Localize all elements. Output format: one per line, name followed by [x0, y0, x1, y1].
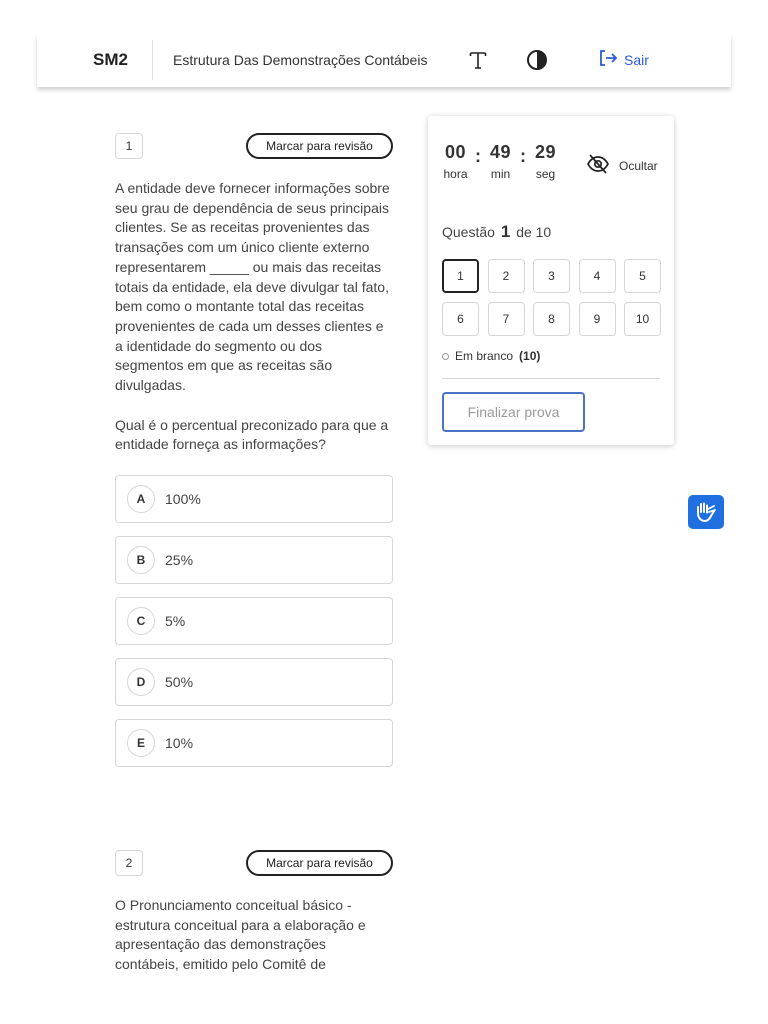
timer-minutes-value: 49 [489, 142, 512, 162]
timer-separator: : [475, 146, 481, 166]
logout-button[interactable] [598, 49, 649, 70]
option-text: 100% [165, 491, 201, 508]
question-nav-7[interactable]: 7 [488, 302, 525, 336]
panel-divider [442, 378, 660, 379]
exam-navigation-panel [428, 116, 674, 445]
blank-status-dot-icon [442, 353, 449, 360]
brand-logo: SM2 [93, 50, 128, 69]
legend-count: (10) [519, 349, 541, 363]
legend-label: Em branco [455, 349, 514, 363]
mark-for-review-button[interactable]: Marcar para revisão [246, 133, 393, 159]
timer-minutes [487, 142, 514, 181]
option-text: 10% [165, 735, 194, 752]
hide-timer-label: Ocultar [619, 158, 658, 173]
blank-answers-legend [442, 349, 540, 363]
question-nav-9[interactable]: 9 [579, 302, 616, 336]
timer-hours-label: hora [443, 167, 468, 181]
hide-timer-button[interactable] [586, 154, 658, 177]
top-navbar [37, 34, 731, 87]
question-counter-suffix: de 10 [516, 224, 552, 240]
option-letter: E [127, 729, 155, 757]
timer-seconds [532, 142, 559, 181]
question-number: 1 [115, 133, 143, 159]
option-letter: A [127, 485, 155, 513]
timer-hours [442, 142, 469, 181]
option-letter: B [127, 546, 155, 574]
answer-option-e[interactable] [115, 719, 393, 767]
question-nav-8[interactable]: 8 [533, 302, 570, 336]
timer-hours-value: 00 [444, 142, 467, 162]
question-counter [442, 222, 551, 242]
question-nav-6[interactable]: 6 [442, 302, 479, 336]
question-nav-4[interactable]: 4 [579, 259, 616, 293]
timer-seconds-label: seg [535, 167, 556, 181]
question-number: 2 [115, 850, 143, 876]
question-prompt: Qual é o percentual preconizado para que a entidade forneça as informações? [115, 416, 389, 453]
answer-option-b[interactable] [115, 536, 393, 584]
question-card [115, 850, 393, 975]
header-divider [152, 40, 153, 80]
logout-label: Sair [624, 51, 649, 68]
mark-for-review-button[interactable]: Marcar para revisão [246, 850, 393, 876]
answer-option-c[interactable] [115, 597, 393, 645]
option-text: 5% [165, 613, 186, 630]
option-text: 25% [165, 552, 194, 569]
option-letter: C [127, 607, 155, 635]
current-question-number: 1 [500, 222, 511, 241]
question-header [115, 133, 393, 159]
contrast-icon[interactable] [525, 48, 549, 72]
sign-language-hands-icon[interactable] [688, 495, 724, 529]
question-nav-10[interactable]: 10 [624, 302, 661, 336]
question-grid [442, 259, 661, 336]
finish-exam-button[interactable]: Finalizar prova [442, 392, 585, 432]
countdown-timer [442, 142, 559, 181]
timer-seconds-value: 29 [534, 142, 557, 162]
question-card [115, 133, 393, 780]
answer-option-d[interactable] [115, 658, 393, 706]
question-counter-prefix: Questão [442, 224, 495, 240]
eye-off-icon [586, 154, 610, 177]
option-text: 50% [165, 674, 194, 691]
font-size-icon[interactable] [466, 48, 490, 72]
exam-title: Estrutura Das Demonstrações Contábeis [173, 52, 428, 68]
question-text: O Pronunciamento conceitual básico - estrutura conceitual para a elaboração e apresentação das demonstrações contábeis, emitido pelo Comitê de [115, 897, 366, 973]
timer-minutes-label: min [490, 167, 511, 181]
question-nav-1[interactable]: 1 [442, 259, 479, 293]
timer-separator: : [520, 146, 526, 166]
answer-options [115, 475, 393, 767]
question-nav-2[interactable]: 2 [488, 259, 525, 293]
question-nav-5[interactable]: 5 [624, 259, 661, 293]
question-nav-3[interactable]: 3 [533, 259, 570, 293]
answer-option-a[interactable] [115, 475, 393, 523]
question-header [115, 850, 393, 876]
logout-icon [598, 49, 618, 70]
option-letter: D [127, 668, 155, 696]
question-text: A entidade deve fornecer informações sobre seu grau de dependência de seus principais clientes. Se as receitas provenientes das transações com um único cliente externo representarem _____ ou mais das receitas totais da entidade, ela deve divulgar tal fato, bem como o montante total das receitas provenientes de cada um desses clientes e a identidade do segmento ou dos segmentos em que as receitas são divulgadas. [115, 180, 390, 394]
